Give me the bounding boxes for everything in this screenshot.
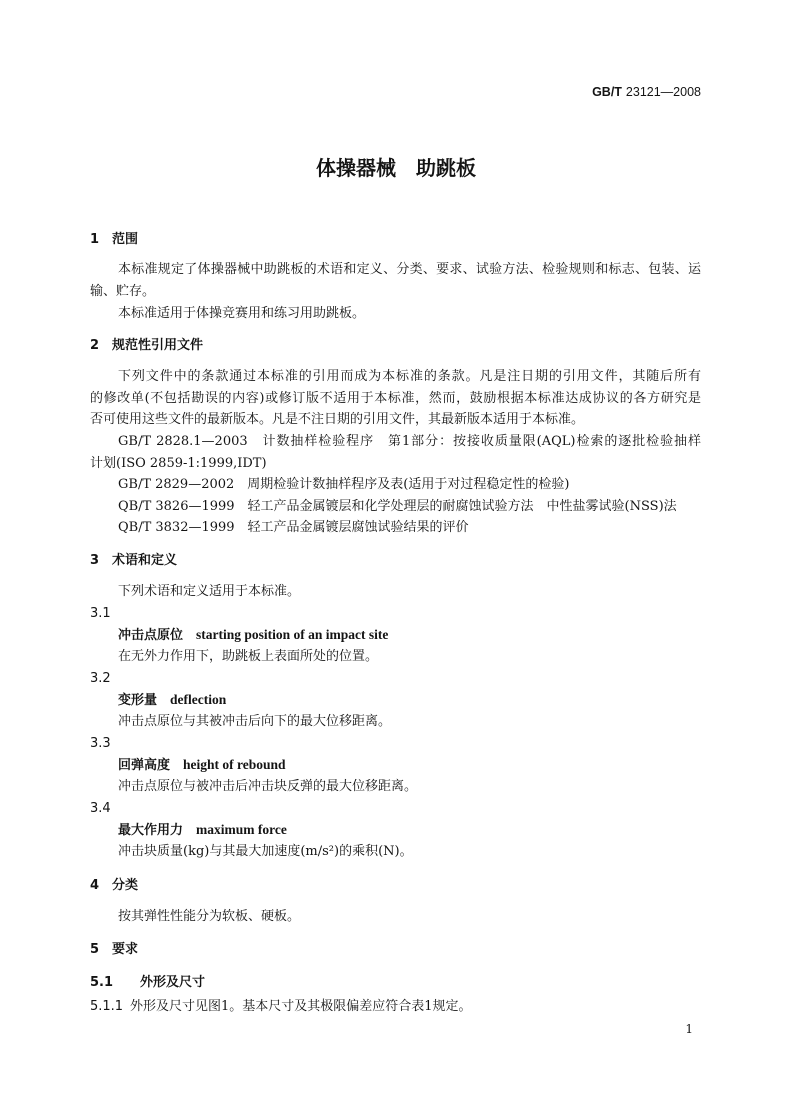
- reference-line: 计划(ISO 2859-1:1999,IDT): [90, 456, 267, 471]
- section-number: 5: [90, 942, 100, 957]
- section-title: 要求: [112, 942, 139, 957]
- paragraph-line: 否可使用这些文件的最新版本。凡是不注日期的引用文件，其最新版本适用于本标准。: [90, 412, 585, 427]
- term-number: 3.3: [90, 736, 111, 751]
- clause: [90, 997, 472, 1017]
- standard-code-prefix: GB/T: [592, 85, 622, 99]
- term-number: 3.1: [90, 606, 111, 621]
- subsection-title: 外形及尺寸: [140, 975, 206, 990]
- term-number: 3.2: [90, 671, 111, 686]
- term-definition: 在无外力作用下，助跳板上表面所处的位置。: [118, 649, 379, 664]
- term-english: deflection: [170, 692, 227, 707]
- section-heading: [90, 551, 177, 571]
- term-english: starting position of an impact site: [196, 627, 389, 642]
- section-title: 范围: [112, 232, 139, 247]
- reference-line: GB/T 2828.1—2003 计数抽样检验程序 第1部分：按接收质量限(AQL)检索的逐批检验抽样: [118, 434, 701, 449]
- term-number: 3.4: [90, 801, 111, 816]
- section-number: 3: [90, 553, 100, 568]
- term-english: height of rebound: [183, 757, 286, 772]
- paragraph-line: 本标准适用于体操竞赛用和练习用助跳板。: [118, 306, 366, 321]
- reference-line: GB/T 2829—2002 周期检验计数抽样程序及表(适用于对过程稳定性的检验): [118, 477, 570, 492]
- document-title: 体操器械 助跳板: [316, 156, 476, 180]
- reference-line: QB/T 3826—1999 轻工产品金属镀层和化学处理层的耐腐蚀试验方法 中性盐雾试验(NSS)法: [118, 499, 677, 514]
- term-entry: [118, 690, 226, 710]
- subsection-heading: [90, 973, 205, 993]
- subsection-number: 5.1: [90, 975, 114, 990]
- section-number: 1: [90, 232, 100, 247]
- term-chinese: 变形量: [118, 693, 158, 708]
- section-number: 2: [90, 338, 100, 353]
- term-entry: [118, 625, 388, 645]
- section-title: 术语和定义: [112, 553, 178, 568]
- standard-code-number: 23121—2008: [625, 85, 701, 99]
- term-definition: 冲击点原位与其被冲击后向下的最大位移距离。: [118, 714, 392, 729]
- term-definition: 冲击块质量(kg)与其最大加速度(m/s²)的乘积(N)。: [118, 844, 413, 859]
- term-english: maximum force: [196, 822, 287, 837]
- section-title: 规范性引用文件: [112, 338, 204, 353]
- term-chinese: 回弹高度: [118, 758, 171, 773]
- paragraph-line: 输、贮存。: [90, 284, 156, 299]
- section-heading: [90, 940, 138, 960]
- paragraph-line: 的修改单(不包括勘误的内容)或修订版不适用于本标准，然而，鼓励根据本标准达成协议的各方研究是: [90, 391, 701, 406]
- standard-code-header: [592, 82, 701, 102]
- page-number: 1: [685, 1022, 693, 1036]
- term-entry: [118, 755, 286, 775]
- term-definition: 冲击点原位与被冲击后冲击块反弹的最大位移距离。: [118, 779, 418, 794]
- term-chinese: 冲击点原位: [118, 628, 184, 643]
- term-entry: [118, 820, 287, 840]
- clause-number: 5.1.1: [90, 999, 124, 1014]
- reference-line: QB/T 3832—1999 轻工产品金属镀层腐蚀试验结果的评价: [118, 520, 469, 535]
- section-heading: [90, 230, 138, 250]
- section-heading: [90, 876, 138, 896]
- section-heading: [90, 336, 203, 356]
- section-title: 分类: [112, 878, 139, 893]
- paragraph-line: 本标准规定了体操器械中助跳板的术语和定义、分类、要求、试验方法、检验规则和标志、包装、运: [118, 262, 701, 277]
- term-chinese: 最大作用力: [118, 823, 184, 838]
- paragraph-line: 按其弹性性能分为软板、硬板。: [118, 909, 301, 924]
- paragraph-line: 下列术语和定义适用于本标准。: [118, 584, 301, 599]
- section-number: 4: [90, 878, 100, 893]
- paragraph-line: 下列文件中的条款通过本标准的引用而成为本标准的条款。凡是注日期的引用文件，其随后所有: [118, 369, 701, 384]
- clause-text: 外形及尺寸见图1。基本尺寸及其极限偏差应符合表1规定。: [130, 999, 472, 1014]
